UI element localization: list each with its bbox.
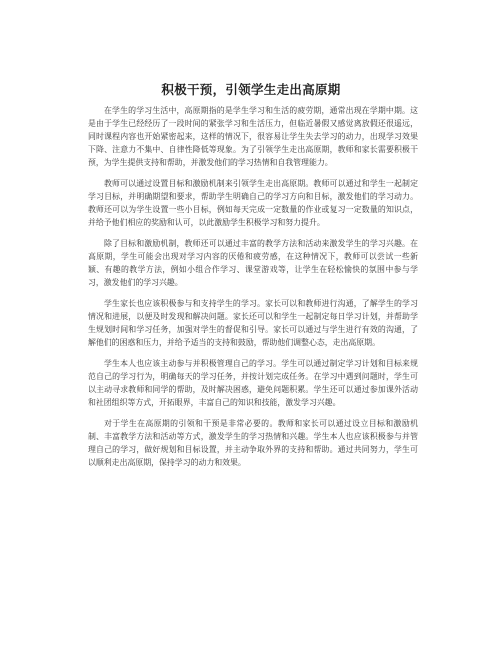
paragraph-5: 学生本人也应该主动参与并积极管理自己的学习。学生可以通过制定学习计划和目标来规范自己的学习行为，明确每天的学习任务，并按计划完成任务。在学习中遇到问题时，学生可以主动寻求教师和同学的帮助，及时解决困惑，避免问题积累。学生还可以通过参加课外活动和社团组织等方式，开拓眼界，丰富自己的知识和技能，激发学习兴趣。 <box>88 359 418 407</box>
paragraph-4: 学生家长也应该积极参与和支持学生的学习。家长可以和教师进行沟通，了解学生的学习情况和进展，以便及时发现和解决问题。家长还可以和学生一起制定每日学习计划，并帮助学生规划时间和学习任务，加强对学生的督促和引导。家长可以通过与学生进行有效的沟通，了解他们的困惑和压力，并给予适当的支持和鼓励，帮助他们调整心态，走出高原期。 <box>88 299 418 347</box>
paragraph-3: 除了目标和激励机制，教师还可以通过丰富的教学方法和活动来激发学生的学习兴趣。在高原期，学生可能会出现对学习内容的厌倦和疲劳感，在这种情况下，教师可以尝试一些新颖、有趣的教学方法，例如小组合作学习、课堂游戏等，让学生在轻松愉快的氛围中参与学习，激发他们的学习兴趣。 <box>88 239 418 287</box>
document-body <box>88 104 418 477</box>
document-title: 积极干预，引领学生走出高原期 <box>161 82 341 97</box>
paragraph-6: 对于学生在高原期的引领和干预是非常必要的。教师和家长可以通过设立目标和激励机制、丰富教学方法和活动等方式，激发学生的学习热情和兴趣。学生本人也应该积极参与并管理自己的学习，做好规划和目标设置，并主动争取外界的支持和帮助。通过共同努力，学生可以顺利走出高原期，保持学习的动力和效果。 <box>88 419 418 467</box>
paragraph-1: 在学生的学习生活中，高原期指的是学生学习和生活的疲劳期，通常出现在学期中期。这是由于学生已经经历了一段时间的紧张学习和生活压力，但临近暑假又感觉离放假还很遥远，同时课程内容也开始紧密起来，这样的情况下，很容易让学生失去学习的动力，出现学习效果下降、注意力不集中、自律性降低等现象。为了引领学生走出高原期，教师和家长需要积极干预，为学生提供支持和帮助，并激发他们的学习热情和自我管理能力。 <box>88 106 418 167</box>
paragraph-2: 教师可以通过设置目标和激励机制来引领学生走出高原期。教师可以通过和学生一起制定学习目标，并明确期望和要求，帮助学生明确自己的学习方向和目标，激发他们的学习动力。教师还可以为学生设置一些小目标，例如每天完成一定数量的作业或复习一定数量的知识点，并给予他们相应的奖励和认可，以此激励学生积极学习和努力提升。 <box>88 179 418 227</box>
